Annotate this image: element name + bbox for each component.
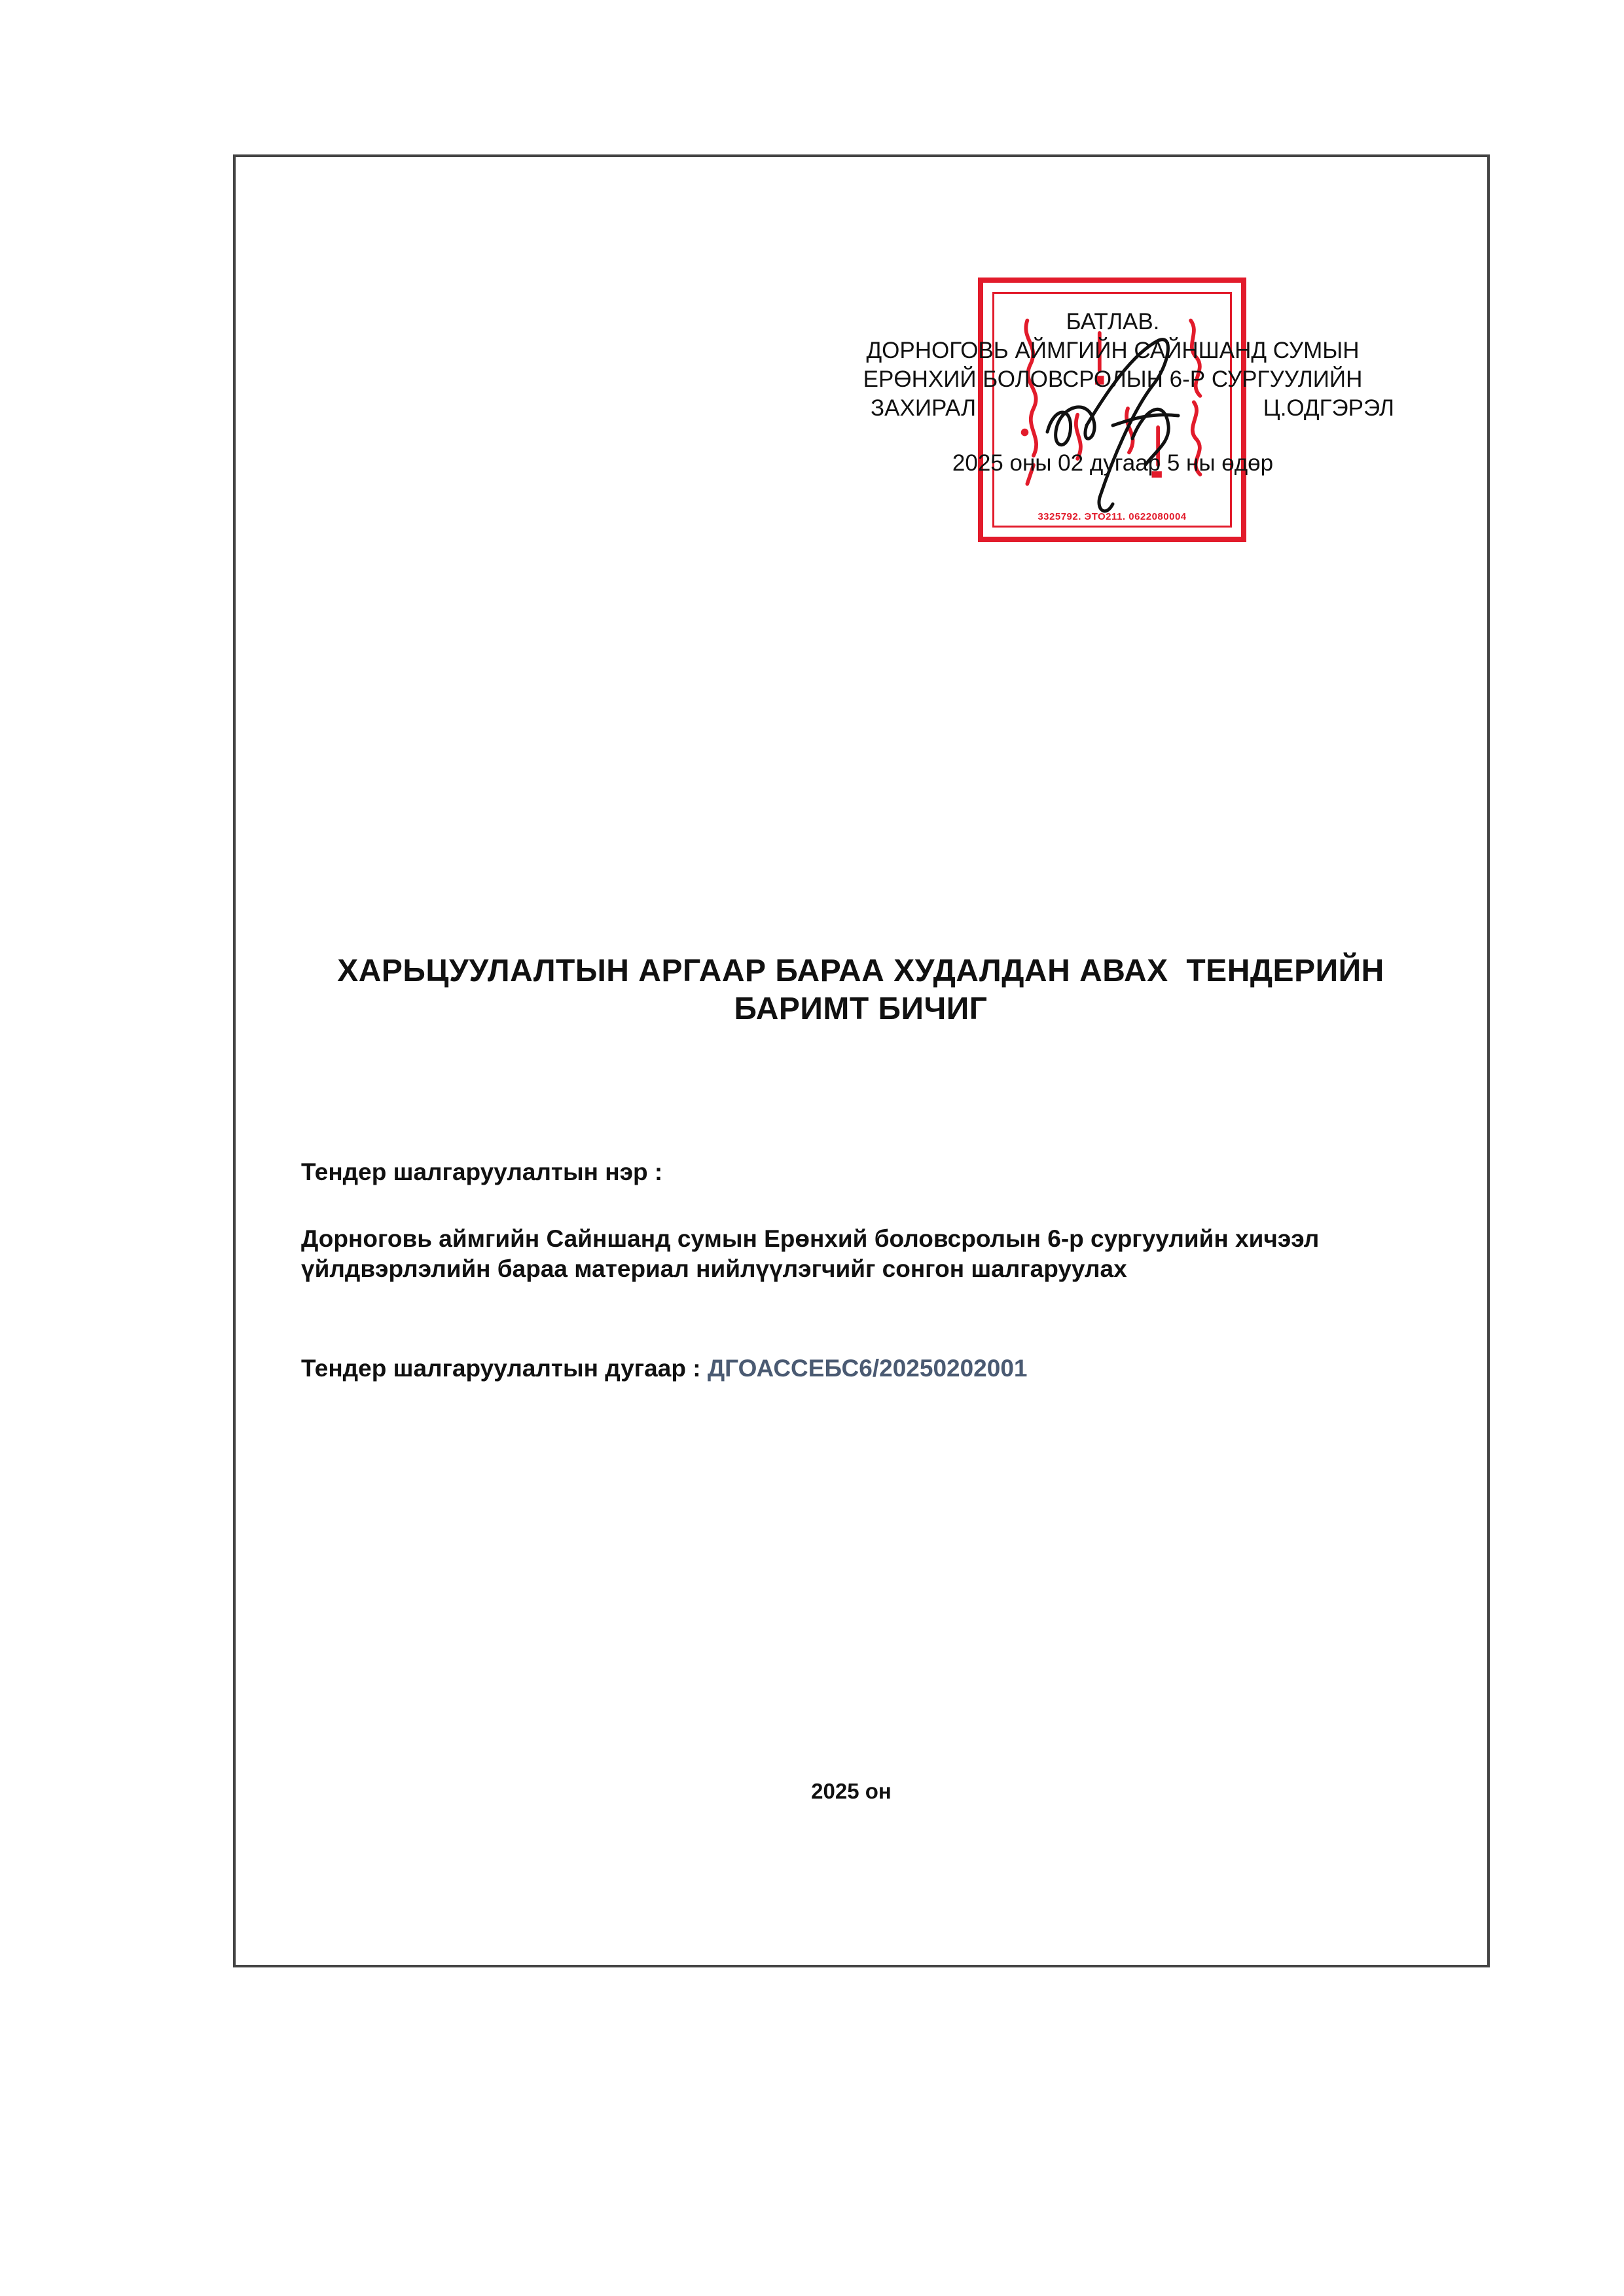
title-line-1: ХАРЬЦУУЛАЛТЫН АРГААР БАРАА ХУДАЛДАН АВАХ ТЕНДЕРИЙН — [337, 954, 1384, 988]
tender-name-value — [301, 1224, 1427, 1284]
signature-icon — [1034, 327, 1191, 524]
footer-year: 2025 он — [811, 1779, 892, 1803]
tender-number-value: ДГОАССЕБС6/20250202001 — [707, 1355, 1028, 1382]
approval-heading: БАТЛАВ. — [1066, 309, 1160, 334]
title-line-2: БАРИМТ БИЧИГ — [734, 992, 988, 1026]
stamp-code: 3325792. ЭТО211. 0622080004 — [1038, 511, 1187, 522]
tender-name-line-1: Дорноговь аймгийн Сайншанд сумын Ерөнхий боловсролын 6-р сургуулийн хичээл — [301, 1225, 1320, 1252]
tender-number-label: Тендер шалгаруулалтын дугаар : — [301, 1355, 708, 1382]
approval-signer: Ц.ОДГЭРЭЛ — [1263, 395, 1394, 421]
document-title — [275, 952, 1447, 1028]
tender-name-line-2: үйлдвэрлэлийн бараа материал нийлүүлэгчийг сонгон шалгаруулах — [301, 1255, 1127, 1282]
approval-org-line-2: ЕРӨНХИЙ БОЛОВСРОЛЫН 6-Р СУРГУУЛИЙН — [863, 367, 1363, 392]
approval-org-line-1: ДОРНОГОВЬ АЙМГИЙН САЙНШАНД СУМЫН — [866, 338, 1360, 363]
tender-name-label: Тендер шалгаруулалтын нэр : — [301, 1158, 663, 1185]
tender-number-row — [301, 1355, 1028, 1382]
approval-role: ЗАХИРАЛ — [871, 395, 977, 421]
approval-date: 2025 оны 02 дугаар 5 ны өдөр — [952, 450, 1274, 476]
